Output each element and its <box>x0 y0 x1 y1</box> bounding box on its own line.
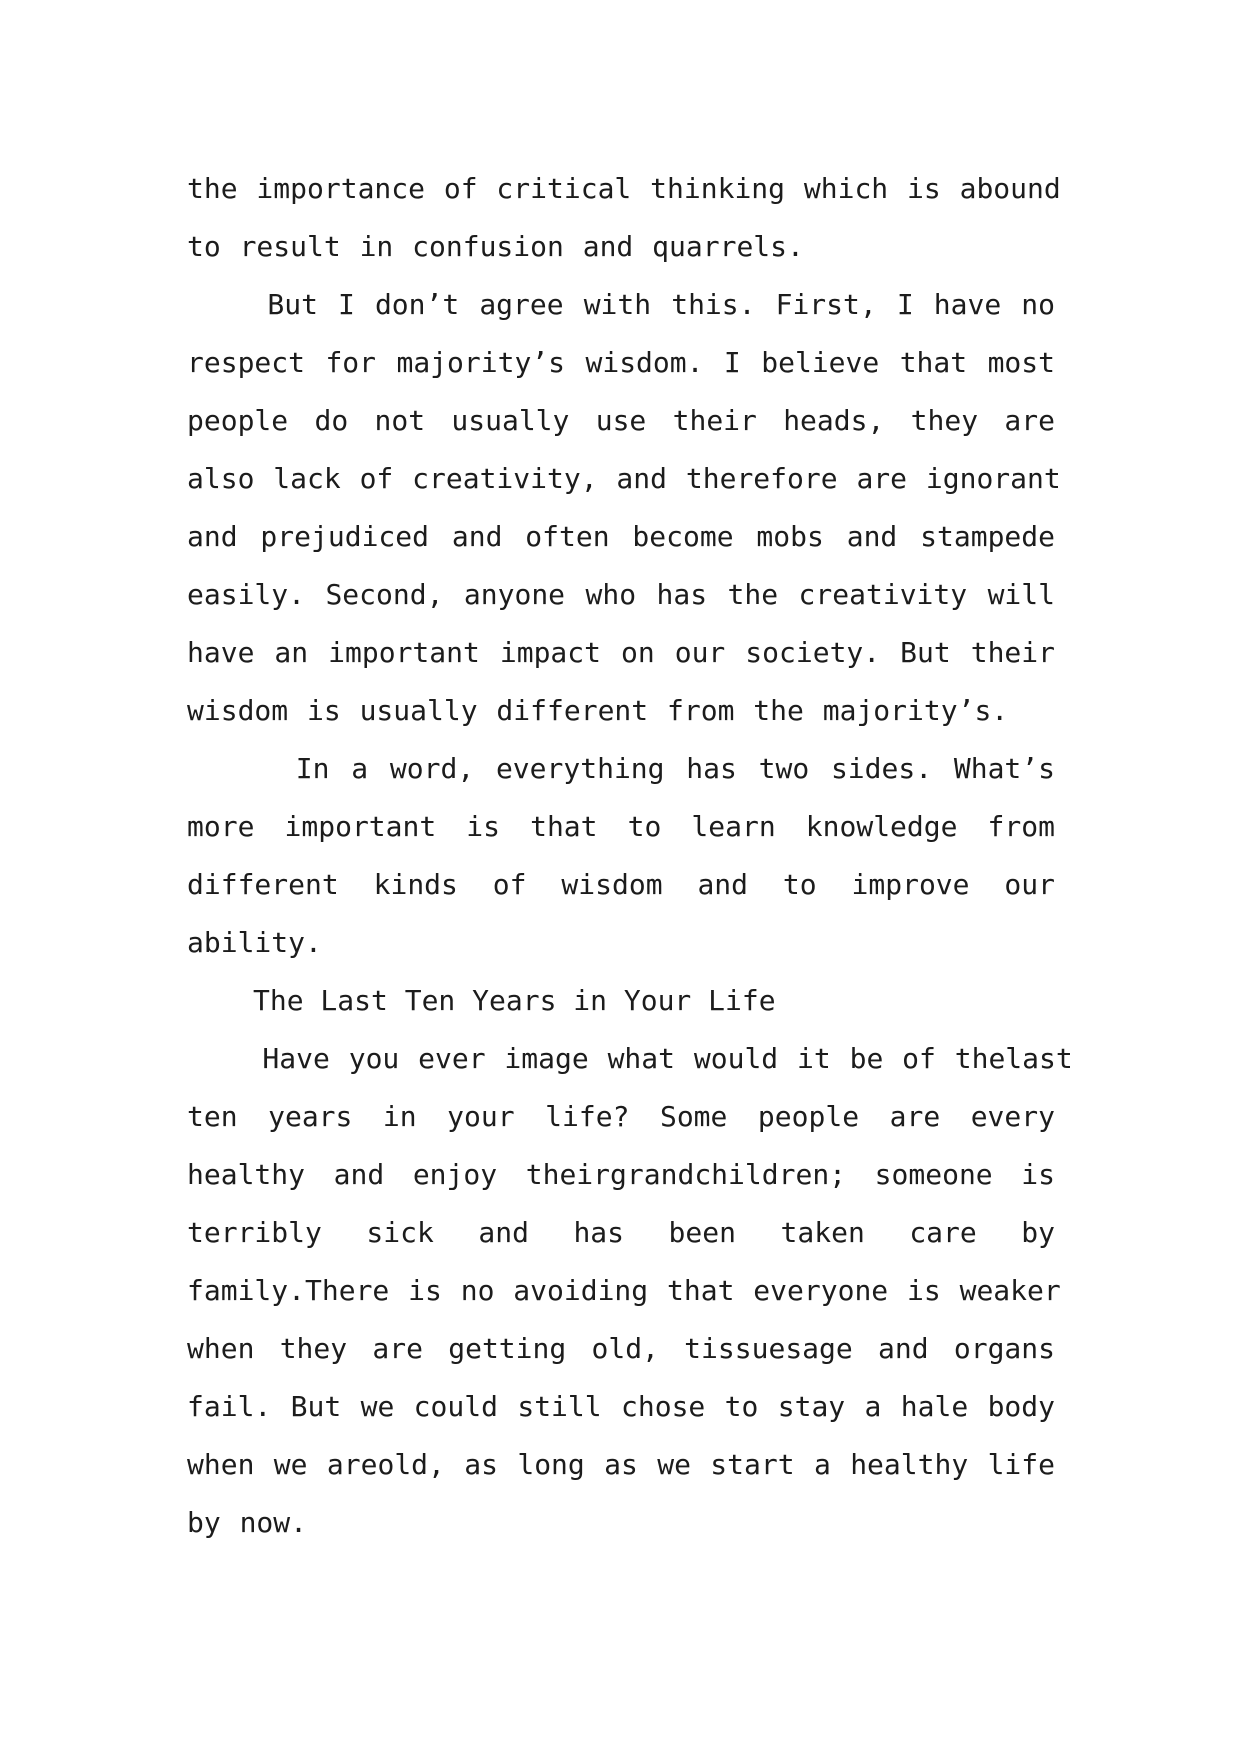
text-line: Have you ever image what would it be of thelast <box>187 1042 1073 1075</box>
text-line: the importance of critical thinking which is abound <box>187 172 1061 205</box>
text-line: family.There is no avoiding that everyone is weaker <box>187 1274 1061 1307</box>
paragraph-intro-continuation <box>187 160 1061 276</box>
text-line: and prejudiced and often become mobs and stampede <box>187 520 1055 553</box>
text-line: to result in confusion and quarrels. <box>187 230 804 263</box>
text-line: when they are getting old, tissuesage and organs <box>187 1332 1055 1365</box>
paragraph-essay <box>187 1030 1073 1552</box>
text-line: terribly sick and has been taken care by <box>187 1216 1055 1249</box>
paragraph-conclusion <box>187 740 1055 972</box>
text-line: more important is that to learn knowledge from <box>187 810 1055 843</box>
text-line: different kinds of wisdom and to improve our <box>187 868 1055 901</box>
text-line: fail. But we could still chose to stay a hale body <box>187 1390 1055 1423</box>
essay-heading: The Last Ten Years in Your Life <box>253 984 776 1017</box>
text-line: ability. <box>187 926 322 959</box>
text-line: ten years in your life? Some people are every <box>187 1100 1055 1133</box>
text-line: have an important impact on our society. But their <box>187 636 1055 669</box>
text-line: wisdom is usually different from the majority’s. <box>187 694 1009 727</box>
text-line: people do not usually use their heads, they are <box>187 404 1055 437</box>
paragraph-disagreement <box>187 276 1061 740</box>
text-line: But I don’t agree with this. First, I have no <box>187 288 1055 321</box>
text-line: respect for majority’s wisdom. I believe that most <box>187 346 1055 379</box>
text-line: by now. <box>187 1506 308 1539</box>
document-body <box>187 160 1073 1552</box>
text-line: when we areold, as long as we start a healthy life <box>187 1448 1055 1481</box>
text-line: healthy and enjoy theirgrandchildren; someone is <box>187 1158 1055 1191</box>
text-line: also lack of creativity, and therefore are ignorant <box>187 462 1061 495</box>
text-line: In a word, everything has two sides. What’s <box>187 752 1055 785</box>
text-line: easily. Second, anyone who has the creativity will <box>187 578 1055 611</box>
